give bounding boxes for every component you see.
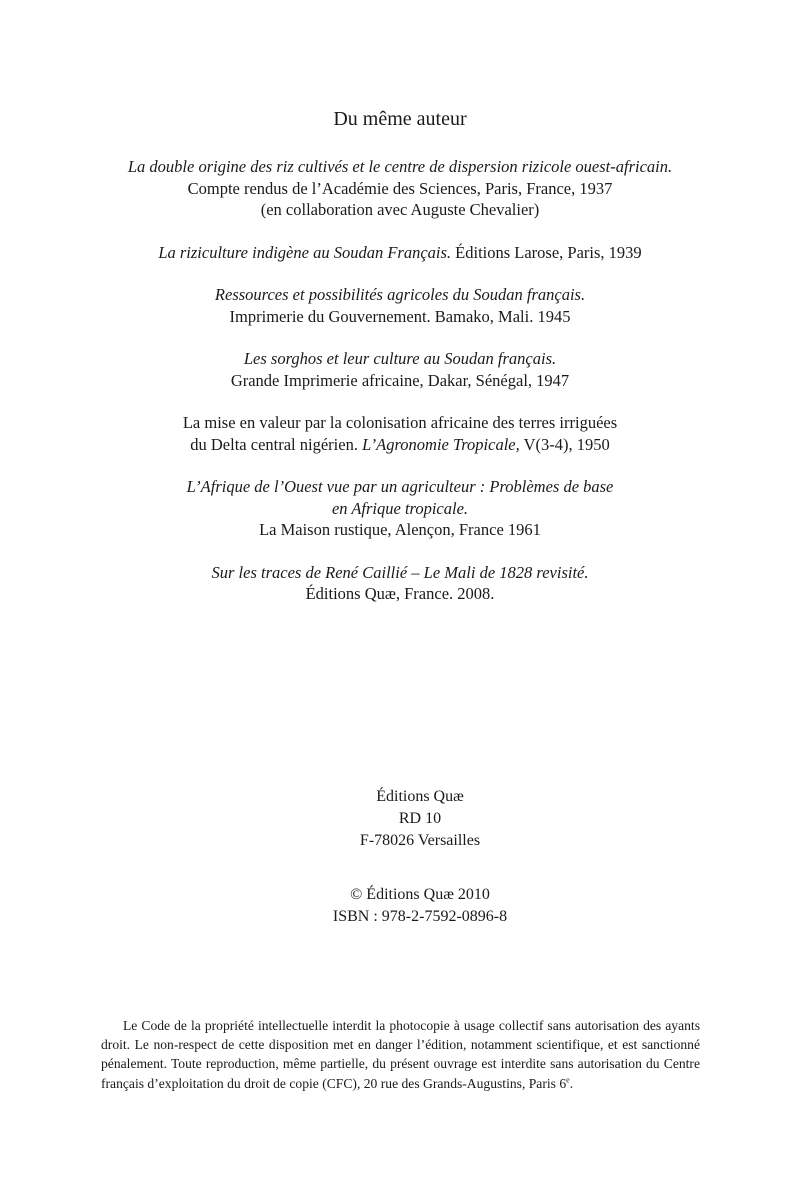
bibliography-entry-6 — [0, 476, 800, 541]
entry-title: Sur les traces de René Caillié – Le Mali de 1828 revisité. — [211, 562, 589, 582]
bibliography-entry-3 — [0, 284, 800, 327]
page-heading: Du même auteur — [333, 108, 467, 130]
bibliography-entry-2 — [0, 242, 800, 264]
entry-publication: Éditions Quæ, France. 2008. — [305, 584, 495, 603]
bibliography-entry-1 — [0, 156, 800, 221]
entry-title: Ressources et possibilités agricoles du Soudan français. — [214, 285, 586, 304]
entry-note: (en collaboration avec Auguste Chevalier) — [260, 200, 540, 219]
entry-title-cont: en Afrique tropicale. — [331, 498, 469, 518]
bibliography-list — [0, 156, 800, 626]
entry-publication: V(3-4), 1950 — [519, 434, 610, 454]
publisher-name: Éditions Quæ — [376, 788, 464, 805]
bibliography-entry-7 — [0, 562, 800, 605]
publisher-block — [0, 786, 800, 852]
copyright-notice: © Éditions Quæ 2010 — [350, 886, 490, 903]
entry-journal: L’Agronomie Tropicale, — [362, 434, 520, 454]
entry-publication: Éditions Larose, Paris, 1939 — [451, 242, 642, 262]
legal-end: . — [569, 1075, 574, 1091]
bibliography-entry-4 — [0, 348, 800, 391]
bibliography-entry-5 — [0, 412, 800, 455]
entry-title: La double origine des riz cultivés et le centre de dispersion rizicole ouest-africain. — [127, 157, 673, 176]
entry-title: La mise en valeur par la colonisation africaine des terres irriguées — [182, 413, 618, 432]
publisher-address-line-2: F-78026 Versailles — [359, 832, 481, 849]
entry-publication: Imprimerie du Gouvernement. Bamako, Mali. 1945 — [229, 306, 571, 326]
legal-superscript: e — [566, 1075, 570, 1085]
entry-title: L’Afrique de l’Ouest vue par un agriculteur : Problèmes de base — [186, 477, 614, 496]
entry-line — [0, 434, 800, 456]
isbn: ISBN : 978-2-7592-0896-8 — [332, 908, 508, 925]
copyright-block — [0, 884, 800, 928]
entry-publication: La Maison rustique, Alençon, France 1961 — [259, 520, 541, 539]
legal-notice — [101, 1016, 700, 1093]
legal-text: Le Code de la propriété intellectuelle interdit la photocopie à usage collectif sans autorisation des ayants droit. Le non-respect de cette disposition met en danger l’édition, notamment scientifique, et est sanctionné pénalement. Toute reproduction, même partielle, du présent ouvrage est interdite sans autorisation du Centre français d’exploitation du droit de copie (CFC), 20 rue des Grands-Augustins, Paris 6 — [101, 1018, 700, 1091]
entry-title: La riziculture indigène au Soudan Français. — [158, 242, 452, 262]
entry-line — [0, 242, 800, 264]
entry-title: Les sorghos et leur culture au Soudan français. — [243, 349, 557, 368]
entry-publication: Grande Imprimerie africaine, Dakar, Sénégal, 1947 — [230, 370, 570, 390]
entry-publication: Compte rendus de l’Académie des Sciences, Paris, France, 1937 — [187, 178, 613, 198]
entry-title-cont: du Delta central nigérien. — [190, 434, 363, 454]
publisher-address-line-1: RD 10 — [398, 810, 442, 827]
